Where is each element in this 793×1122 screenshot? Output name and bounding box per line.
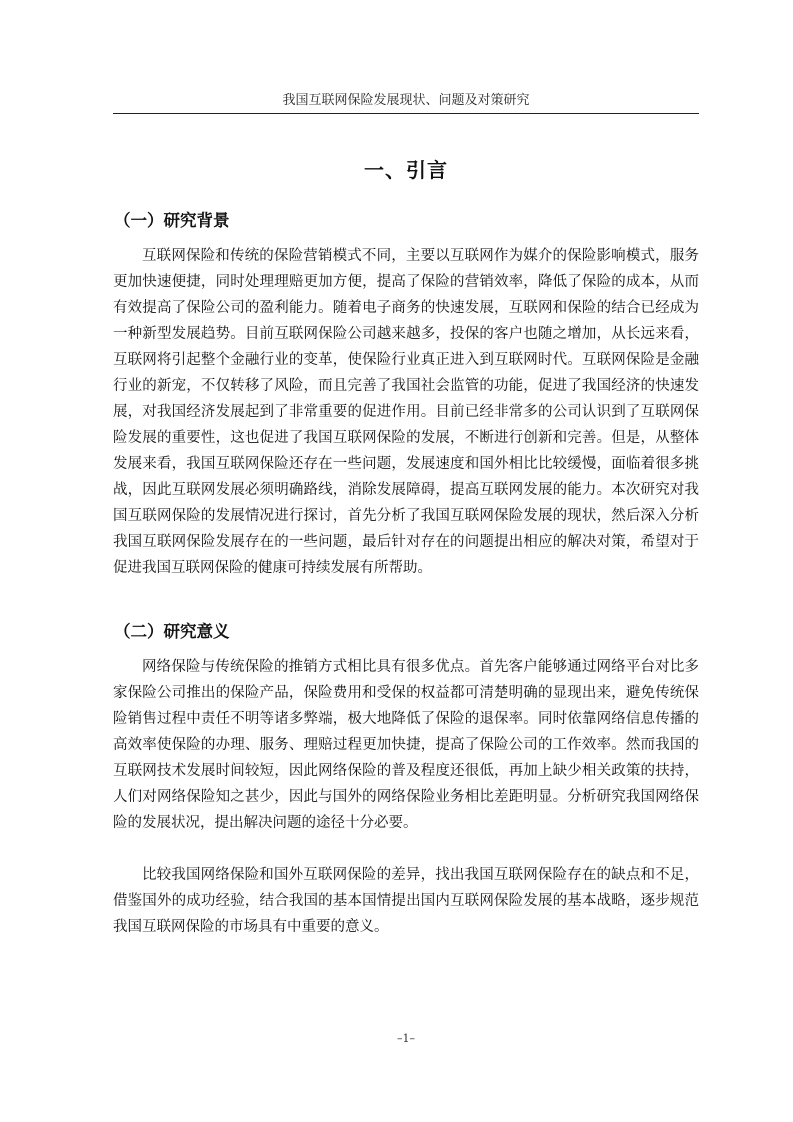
header-rule (113, 113, 699, 114)
chapter-title: 一、引言 (364, 158, 448, 182)
paragraph-background: 互联网保险和传统的保险营销模式不同，主要以互联网作为媒介的保险影响模式，服务更加快速便捷，同时处理理赔更加方便，提高了保险的营销效率，降低了保险的成本，从而有效提高了保险公司的盈利能力。随着电子商务的快速发展，互联网和保险的结合已经成为一种新型发展趋势。目前互联网保险公司越来越多，投保的客户也随之增加，从长远来看，互联网将引起整个金融行业的变革，使保险行业真正进入到互联网时代。互联网保险是金融行业的新宠，不仅转移了风险，而且完善了我国社会监管的功能，促进了我国经济的快速发展，对我国经济发展起到了非常重要的促进作用。目前已经非常多的公司认识到了互联网保险发展的重要性，这也促进了我国互联网保险的发展，不断进行创新和完善。但是，从整体发展来看，我国互联网保险还存在一些问题，发展速度和国外相比比较缓慢，面临着很多挑战，因此互联网发展必须明确路线，消除发展障碍，提高互联网发展的能力。本次研究对我国互联网保险的发展情况进行探讨，首先分析了我国互联网保险发展的现状，然后深入分析我国互联网保险发展存在的一些问题，最后针对存在的问题提出相应的解决对策，希望对于促进我国互联网保险的健康可持续发展有所帮助。 (113, 248, 699, 576)
paragraph-significance-2: 比较我国网络保险和国外互联网保险的差异，找出我国互联网保险存在的缺点和不足，借鉴国外的成功经验，结合我国的基本国情提出国内互联网保险发展的基本战略，逐步规范我国互联网保险的市场具有中重要的意义。 (113, 867, 699, 935)
paragraph-significance-1: 网络保险与传统保险的推销方式相比具有很多优点。首先客户能够通过网络平台对比多家保险公司推出的保险产品，保险费用和受保的权益都可清楚明确的显现出来，避免传统保险销售过程中责任不明等诸多弊端，极大地降低了保险的退保率。同时依靠网络信息传播的高效率使保险的办理、服务、理赔过程更加快捷，提高了保险公司的工作效率。然而我国的互联网技术发展时间较短，因此网络保险的普及程度还很低，再加上缺少相关政策的扶持，人们对网络保险知之甚少，因此与国外的网络保险业务相比差距明显。分析研究我国网络保险的发展状况，提出解决问题的途径十分必要。 (113, 659, 699, 831)
page-number: –1– (397, 1032, 415, 1045)
running-header: 我国互联网保险发展现状、问题及对策研究 (282, 93, 530, 108)
section-heading-significance: （二）研究意义 (114, 622, 230, 641)
section-heading-background: （一）研究背景 (114, 211, 230, 230)
